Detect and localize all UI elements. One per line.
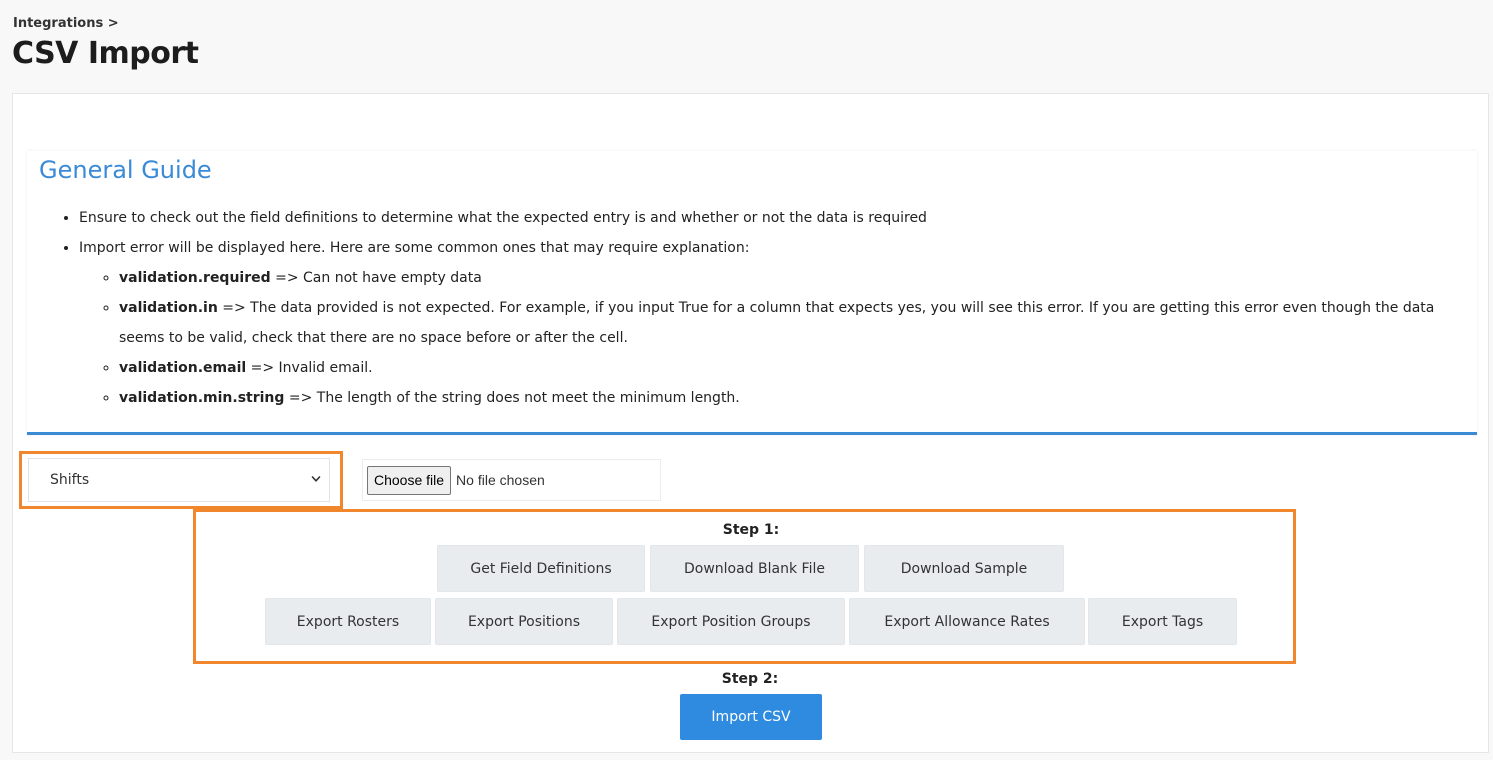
download-blank-file-button[interactable]: Download Blank File bbox=[650, 545, 859, 592]
import-type-value: Shifts bbox=[50, 472, 90, 488]
error-item bbox=[119, 383, 1459, 413]
error-desc: => Invalid email. bbox=[246, 360, 373, 376]
export-tags-button[interactable]: Export Tags bbox=[1088, 598, 1237, 645]
guide-list bbox=[79, 203, 1459, 413]
step1-label: Step 1: bbox=[722, 522, 780, 538]
download-sample-button[interactable]: Download Sample bbox=[864, 545, 1064, 592]
error-key: validation.email bbox=[119, 360, 247, 376]
general-guide-panel bbox=[27, 151, 1477, 435]
error-item bbox=[119, 353, 1459, 383]
error-key: validation.in bbox=[119, 300, 218, 316]
error-item bbox=[119, 293, 1459, 353]
export-allowance-rates-button[interactable]: Export Allowance Rates bbox=[849, 598, 1085, 645]
export-rosters-button[interactable]: Export Rosters bbox=[265, 598, 431, 645]
guide-item bbox=[79, 233, 1459, 413]
file-status: No file chosen bbox=[456, 472, 545, 488]
breadcrumb[interactable]: Integrations > bbox=[13, 16, 119, 31]
error-key: validation.required bbox=[119, 270, 271, 286]
export-position-groups-button[interactable]: Export Position Groups bbox=[617, 598, 845, 645]
error-list bbox=[119, 263, 1459, 413]
error-desc: => Can not have empty data bbox=[270, 270, 482, 286]
get-field-definitions-button[interactable]: Get Field Definitions bbox=[437, 545, 645, 592]
import-csv-button[interactable]: Import CSV bbox=[680, 694, 822, 740]
main-card bbox=[12, 93, 1489, 753]
error-desc: => The length of the string does not meet the minimum length. bbox=[284, 390, 740, 406]
guide-item: • Ensure to check out the field definitions to determine what the expected entry is and whether or not the data is required bbox=[79, 203, 1459, 233]
guide-title: General Guide bbox=[39, 156, 212, 184]
error-item bbox=[119, 263, 1459, 293]
import-type-highlight bbox=[19, 451, 343, 509]
import-type-select[interactable] bbox=[28, 458, 330, 502]
guide-item-text: Import error will be displayed here. Here are some common ones that may require explanation: bbox=[79, 240, 750, 256]
error-desc: => The data provided is not expected. For example, if you input True for a column that expects yes, you will see this error. If you are getting this error even though the data seems to be valid, check that there are no space before or after the cell. bbox=[119, 300, 1435, 346]
choose-file-button[interactable]: Choose file bbox=[367, 466, 451, 495]
error-key: validation.min.string bbox=[119, 390, 285, 406]
file-input bbox=[362, 459, 661, 501]
step2-label: Step 2: bbox=[721, 671, 779, 687]
page-title: CSV Import bbox=[12, 36, 199, 71]
chevron-down-icon bbox=[311, 474, 321, 484]
export-positions-button[interactable]: Export Positions bbox=[435, 598, 613, 645]
